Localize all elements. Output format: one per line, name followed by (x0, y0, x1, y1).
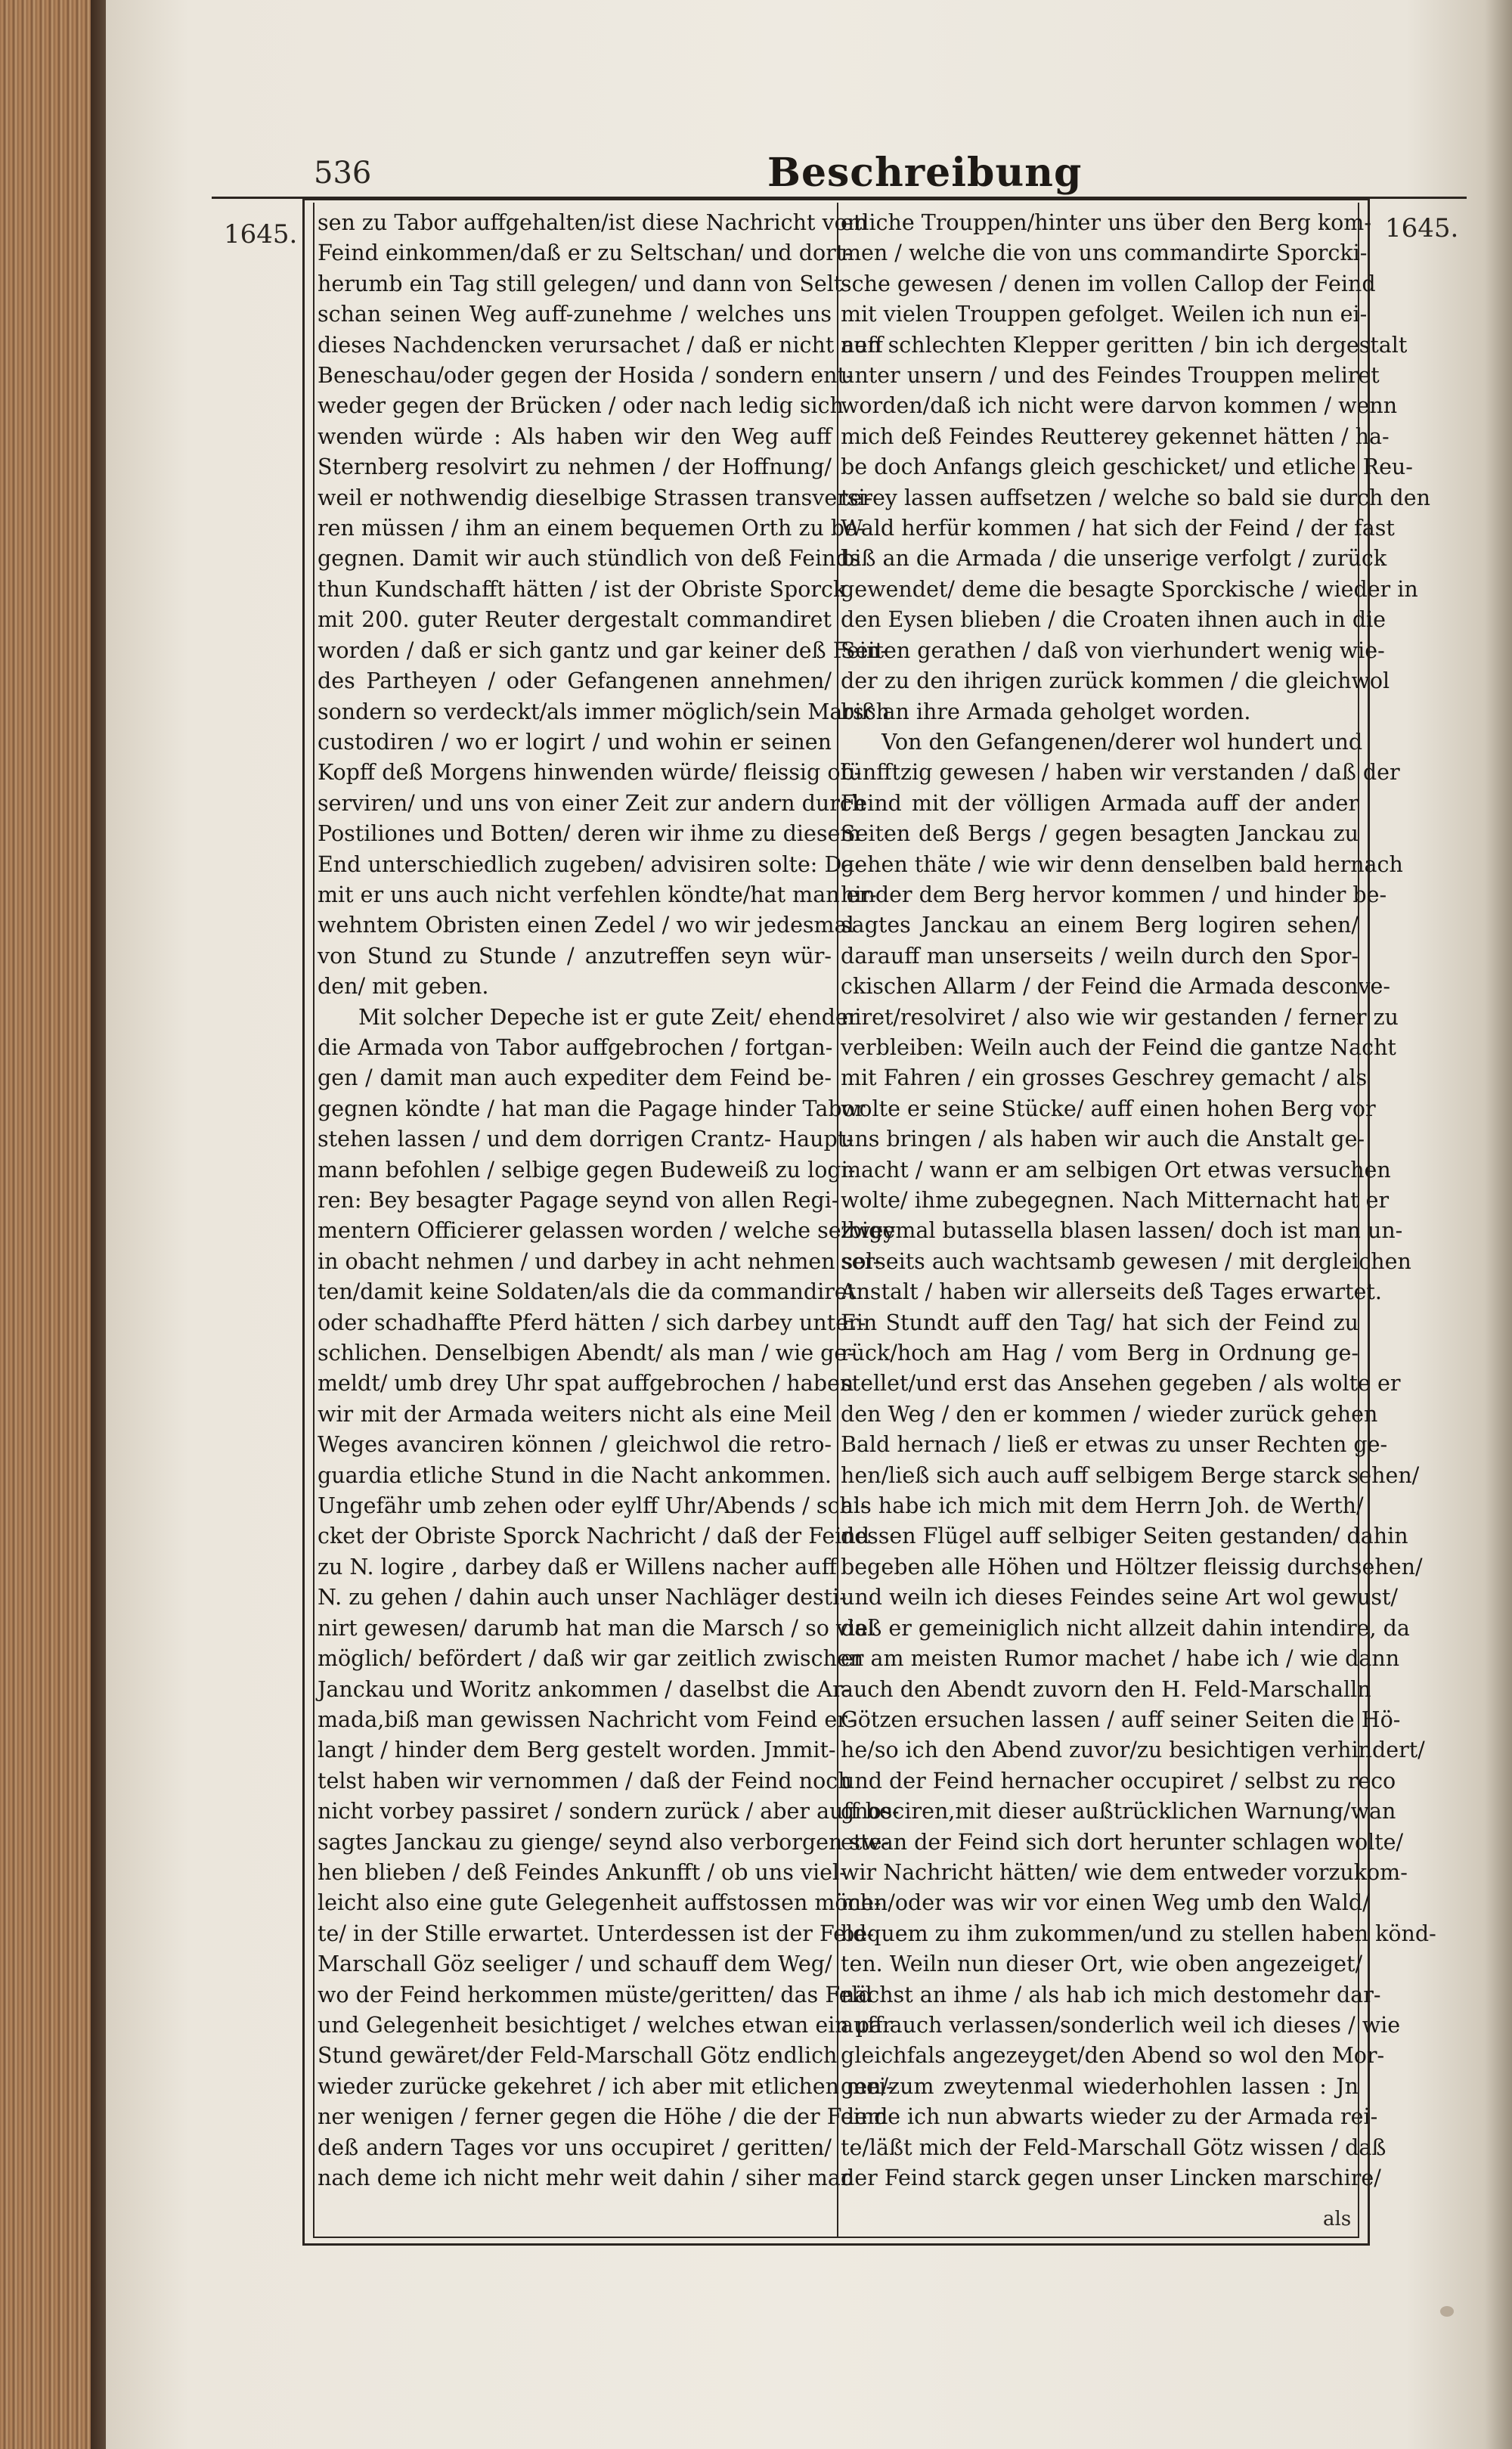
text-line: Marschall Göz seeliger / und schauff dem Weg/ (318, 1951, 832, 1977)
text-line: mit vielen Trouppen gefolget. Weilen ich nun ei- (841, 302, 1368, 327)
text-line: ten/damit keine Soldaten/als die da commandiret (318, 1279, 857, 1305)
text-line: gen/zum zweytenmal wiederhohlen lassen : Jn (841, 2073, 1359, 2099)
text-line: macht / wann er am selbigen Ort etwas versuchen (841, 1157, 1391, 1183)
text-line: auch den Abendt zuvorn den H. Feld-Marschalln (841, 1676, 1371, 1702)
text-line: Wald herfür kommen / hat sich der Feind / der fast (841, 516, 1395, 541)
text-line: den Eysen blieben / die Croaten ihnen auch in die (841, 607, 1387, 633)
text-line: mann befohlen / selbige gegen Budeweiß zu logi- (318, 1157, 856, 1183)
text-line: bequem zu ihm zukommen/und zu stellen haben könd- (841, 1920, 1436, 1946)
text-line: möglich/ befördert / daß wir gar zeitlich zwischen (318, 1646, 864, 1672)
text-line: gleichfals angezeyget/den Abend so wol den Mor- (841, 2043, 1385, 2069)
text-line: von Stund zu Stunde / anzutreffen seyn wür- (318, 943, 832, 969)
text-line: Sternberg resolvirt zu nehmen / der Hoffnung/ (318, 454, 832, 480)
text-line: und weiln ich dieses Feindes seine Art wol gewust/ (841, 1585, 1399, 1610)
text-line: langt / hinder dem Berg gestelt worden. Jmmit- (318, 1738, 836, 1763)
text-line: nicht vorbey passiret / sondern zurück / aber auff be- (318, 1799, 900, 1824)
text-line: N. zu gehen / dahin auch unser Nachläger desti- (318, 1585, 847, 1610)
text-line: und Gelegenheit besichtiget / welches etwan ein par (318, 2012, 893, 2038)
text-line: te/läßt mich der Feld-Marschall Götz wissen / daß (841, 2134, 1387, 2160)
text-line: daß er gemeiniglich nicht allzeit dahin intendire, da (841, 1615, 1410, 1641)
text-line: begeben alle Höhen und Höltzer fleissig durchsehen/ (841, 1554, 1423, 1579)
text-line: Anstalt / haben wir allerseits deß Tages erwartet. (841, 1279, 1382, 1305)
text-line: End unterschiedlich zugeben/ advisiren solte: Da- (318, 851, 862, 877)
text-line: der zu den ihrigen zurück kommen / die gleichwol (841, 668, 1390, 694)
text-line: weder gegen der Brücken / oder nach ledig sich (318, 393, 844, 419)
text-line: ren: Bey besagter Pagage seynd von allen Regi- (318, 1188, 839, 1213)
text-line: terey lassen auffsetzen / welche so bald sie durch den (841, 485, 1430, 510)
text-line: dessen Flügel auff selbiger Seiten gestanden/ dahin (841, 1524, 1408, 1549)
text-line: ren müssen / ihm an einem bequemen Orth zu be- (318, 516, 865, 541)
text-line: mich deß Feindes Reutterey gekennet hätten / ha- (841, 423, 1390, 449)
text-line: nen schlechten Klepper geritten / bin ich dergestalt (841, 332, 1408, 358)
text-line: Stund gewäret/der Feld-Marschall Götz endlich (318, 2043, 838, 2069)
text-line: Weges avanciren können / gleichwol die retro- (318, 1432, 832, 1458)
catchword: als (1323, 2208, 1352, 2230)
text-line: wieder zurücke gekehret / ich aber mit etlichen mei- (318, 2073, 894, 2099)
margin-year-left: 1645. (224, 219, 298, 250)
text-line: Feind mit der völligen Armada auff der ander (841, 790, 1359, 816)
text-line: den Weg / den er kommen / wieder zurück gehen (841, 1401, 1378, 1427)
text-line: gehen thäte / wie wir denn denselben bald hernach (841, 851, 1403, 877)
text-line: Bald hernach / ließ er etwas zu unser Rechten ge- (841, 1432, 1388, 1458)
text-line: fünfftzig gewesen / haben wir verstanden / daß der (841, 760, 1400, 786)
text-line: wir Nachricht hätten/ wie dem entweder vorzukom- (841, 1859, 1408, 1885)
running-head: Beschreibung (767, 150, 1083, 196)
text-line: wir mit der Armada weiters nicht als eine Meil (318, 1401, 832, 1427)
text-line: stehen lassen / und dem dorrigen Crantz- Haupt- (318, 1127, 854, 1152)
text-line: dieses Nachdencken verursachet / daß er nicht auff (318, 332, 883, 358)
text-line: sagtes Janckau zu gienge/ seynd also verborgen ste- (318, 1829, 889, 1855)
text-line: serviren/ und uns von einer Zeit zur andern durch (318, 790, 866, 816)
text-line: gegnen köndte / hat man die Pagage hinder Tabor (318, 1096, 866, 1121)
page-header (314, 150, 1372, 203)
text-line: Mit solcher Depeche ist er gute Zeit/ ehender (358, 1004, 859, 1030)
text-line: worden / daß er sich gantz und gar keiner deß Fein- (318, 637, 888, 663)
text-line: wolte er seine Stücke/ auff einen hohen Berg vor (841, 1096, 1376, 1121)
text-line: mit 200. guter Reuter dergestalt commandiret (318, 607, 832, 633)
text-line: gen / damit man auch expediter dem Feind be- (318, 1065, 832, 1091)
left-column (318, 208, 900, 2193)
text-line: deme ich nun abwarts wieder zu der Armada rei- (841, 2104, 1378, 2130)
text-line: Feind einkommen/daß er zu Seltschan/ und dort- (318, 240, 852, 266)
text-line: auff auch verlassen/sonderlich weil ich dieses / wie (841, 2012, 1401, 2038)
text-line: biß an die Armada / die unserige verfolgt / zurück (841, 546, 1387, 572)
text-line: Ein Stundt auff den Tag/ hat sich der Feind zu (841, 1310, 1359, 1335)
text-line: die Armada von Tabor auffgebrochen / fortgan- (318, 1034, 833, 1060)
text-line: des Partheyen / oder Gefangenen annehmen/ (318, 668, 832, 694)
text-line: sen zu Tabor auffgehalten/ist diese Nachricht vom (318, 210, 868, 235)
text-line: zu N. logire , darbey daß er Willens nacher auff (318, 1554, 837, 1579)
text-line: custodiren / wo er logirt / und wohin er seinen (318, 729, 832, 755)
text-line: wehntem Obristen einen Zedel / wo wir jedesmal (318, 913, 854, 938)
text-line: te/ in der Stille erwartet. Unterdessen ist der Feld- (318, 1920, 875, 1946)
text-line: darauff man unserseits / weiln durch den Spor- (841, 943, 1359, 969)
text-line: rück/hoch am Hag / vom Berg in Ordnung ge- (841, 1341, 1359, 1366)
text-line: sche gewesen / denen im vollen Callop der Feind (841, 271, 1376, 296)
text-line: sagtes Janckau an einem Berg logiren sehen/ (841, 913, 1359, 938)
text-line: meldt/ umb drey Uhr spat auffgebrochen / haben (318, 1371, 854, 1397)
text-line: Kopff deß Morgens hinwenden würde/ fleissig ob- (318, 760, 862, 786)
text-line: den/ mit geben. (318, 974, 489, 1000)
text-line: mit er uns auch nicht verfehlen köndte/hat man er- (318, 882, 877, 907)
text-line: ckischen Allarm / der Feind die Armada desconve- (841, 974, 1391, 1000)
text-line: als habe ich mich mit dem Herrn Joh. de Werth/ (841, 1493, 1364, 1519)
text-line: schan seinen Weg auff-zunehme / welches uns (318, 302, 832, 327)
text-line: er am meisten Rumor machet / habe ich / wie dann (841, 1646, 1400, 1672)
margin-year-right: 1645. (1385, 213, 1459, 243)
text-line: Janckau und Woritz ankommen / daselbst die Ar- (318, 1676, 850, 1702)
text-line: weil er nothwendig dieselbige Strassen transversi- (318, 485, 873, 510)
text-line: ten. Weiln nun dieser Ort, wie oben angezeiget/ (841, 1951, 1363, 1977)
text-line: Von den Gefangenen/derer wol hundert und (881, 729, 1363, 755)
text-line: in obacht nehmen / und darbey in acht nehmen sol- (318, 1248, 881, 1274)
text-line: cket der Obriste Sporck Nachricht / daß der Feind (318, 1524, 869, 1549)
text-line: mentern Officierer gelassen worden / welche selbige (318, 1218, 896, 1244)
text-line: sondern so verdeckt/als immer möglich/sein Marsch (318, 699, 890, 724)
text-line: be doch Anfangs gleich geschicket/ und etliche Reu- (841, 454, 1413, 480)
text-line: telst haben wir vernommen / daß der Feind noch (318, 1768, 852, 1793)
text-line: serseits auch wachtsamb gewesen / mit dergleichen (841, 1248, 1411, 1274)
text-line: gegnen. Damit wir auch stündlich von deß Feinds (318, 546, 861, 572)
text-line: uns bringen / als haben wir auch die Anstalt ge- (841, 1127, 1365, 1152)
text-line: niret/resolviret / also wie wir gestanden / ferner zu (841, 1004, 1399, 1030)
text-line: deß andern Tages vor uns occupiret / geritten/ (318, 2134, 832, 2160)
text-line: zweymal butassella blasen lassen/ doch ist man un- (841, 1218, 1403, 1244)
text-line: gnosciren,mit dieser außtrücklichen Warnung/wan (841, 1799, 1396, 1824)
text-line: stellet/und erst das Ansehen gegeben / als wolte er (841, 1371, 1401, 1397)
text-line: men/oder was wir vor einen Weg umb den Wald/ (841, 1890, 1370, 1916)
text-line: ner wenigen / ferner gegen die Höhe / die der Feind (318, 2104, 888, 2130)
text-line: Seiten gerathen / daß von vierhundert wenig wie- (841, 637, 1385, 663)
text-line: der Feind starck gegen unser Lincken marschire/ (841, 2165, 1381, 2190)
text-line: leicht also eine gute Gelegenheit auffstossen möch- (318, 1890, 881, 1916)
text-line: wolte/ ihme zubegegnen. Nach Mitternacht hat er (841, 1188, 1390, 1213)
text-line: biß an ihre Armada geholget worden. (841, 699, 1251, 724)
text-line: nach deme ich nicht mehr weit dahin / siher man (318, 2165, 855, 2190)
text-line: worden/daß ich nicht were darvon kommen / wenn (841, 393, 1398, 419)
text-line: wenden würde : Als haben wir den Weg auff (318, 423, 832, 449)
text-line: mada,biß man gewissen Nachricht vom Feind er- (318, 1707, 855, 1732)
text-line: Götzen ersuchen lassen / auff seiner Seiten die Hö- (841, 1707, 1401, 1732)
text-line: gewendet/ deme die besagte Sporckische / wieder in (841, 576, 1418, 602)
page-edge (1486, 0, 1512, 2449)
paper-stain (1440, 2306, 1454, 2317)
text-line: etliche Trouppen/hinter uns über den Berg kom- (841, 210, 1371, 235)
text-line: hen/ließ sich auch auff selbigem Berge starck sehen/ (841, 1462, 1420, 1488)
book-binding (0, 0, 91, 2449)
text-line: nächst an ihme / als hab ich mich destomehr dar- (841, 1982, 1381, 2007)
text-line: nirt gewesen/ darumb hat man die Marsch / so viel (318, 1615, 875, 1641)
text-line: men / welche die von uns commandirte Sporcki- (841, 240, 1368, 266)
text-line: hinder dem Berg hervor kommen / und hinder be- (841, 882, 1387, 907)
text-line: wo der Feind herkommen müste/geritten/ das Feld (318, 1982, 872, 2007)
text-line: oder schadhaffte Pferd hätten / sich darbey unter- (318, 1310, 866, 1335)
text-line: Ungefähr umb zehen oder eylff Uhr/Abends / schi- (318, 1493, 868, 1519)
text-line: Postiliones und Botten/ deren wir ihme zu diesem (318, 821, 861, 847)
text-line: Seiten deß Bergs / gegen besagten Janckau zu (841, 821, 1359, 847)
text-line: hen blieben / deß Feindes Ankunfft / ob uns viel- (318, 1859, 847, 1885)
text-line: thun Kundschafft hätten / ist der Obriste Sporck (318, 576, 847, 602)
text-line: verbleiben: Weiln auch der Feind die gantze Nacht (841, 1034, 1396, 1060)
text-line: und der Feind hernacher occupiret / selbst zu reco (841, 1768, 1396, 1793)
text-line: Beneschau/oder gegen der Hosida / sondern ent- (318, 363, 854, 389)
page-number: 536 (314, 156, 372, 191)
text-line: schlichen. Denselbigen Abendt/ als man / wie ge- (318, 1341, 854, 1366)
text-line: herumb ein Tag still gelegen/ und dann von Selt- (318, 271, 850, 296)
text-line: etwan der Feind sich dort herunter schlagen wolte/ (841, 1829, 1404, 1855)
text-line: he/so ich den Abend zuvor/zu besichtigen verhindert/ (841, 1738, 1425, 1763)
text-line: mit Fahren / ein grosses Geschrey gemacht / als (841, 1065, 1368, 1091)
text-line: unter unsern / und des Feindes Trouppen meliret (841, 363, 1380, 389)
text-line: guardia etliche Stund in die Nacht ankommen. (318, 1462, 832, 1488)
